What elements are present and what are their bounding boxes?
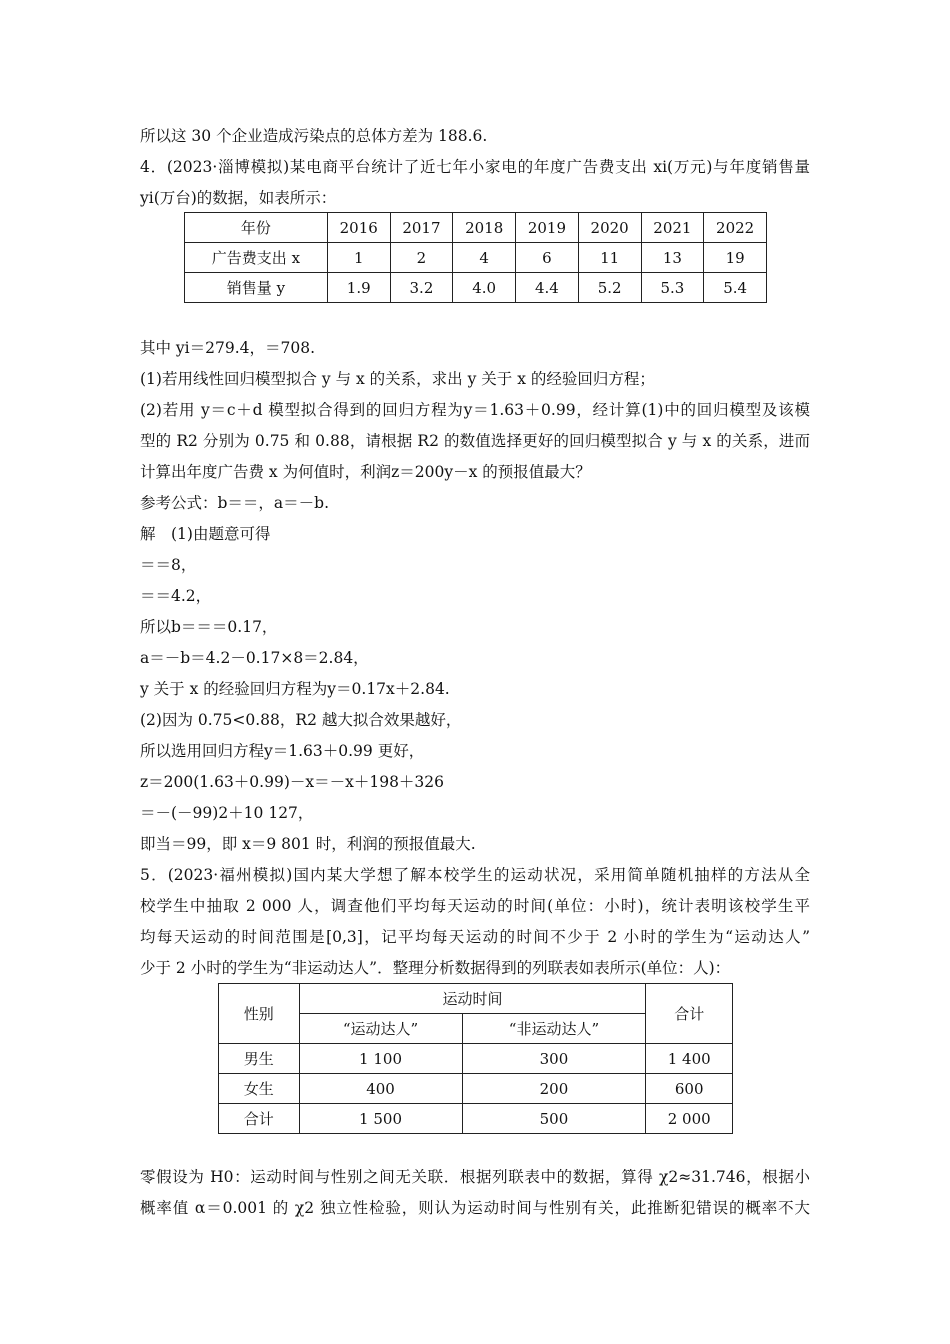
text-line: z＝200(1.63＋0.99)－x＝－x＋198＋326 [140,773,445,791]
table-cell: 性别 [219,984,300,1044]
text-line: 零假设为 H0：运动时间与性别之间无关联．根据列联表中的数据，算得 χ2≈31.746，根据小 [140,1168,810,1186]
table-cell: 5.2 [578,273,641,303]
table-cell: 4.4 [516,273,579,303]
table-cell: 2 000 [646,1104,733,1134]
table-cell: 1.9 [327,273,390,303]
table-cell: 女生 [219,1074,300,1104]
table-row [219,1074,733,1104]
table-cell: 500 [462,1104,646,1134]
table-cell: 合计 [646,984,733,1044]
table-cell: 2017 [390,213,453,243]
table-cell: 合计 [219,1104,300,1134]
text-line: 少于 2 小时的学生为“非运动达人”．整理分析数据得到的列联表如表所示(单位：人)： [140,959,731,977]
problem-4-line: 4．(2023·淄博模拟)某电商平台统计了近七年小家电的年度广告费支出 xi(万元)与年度销售量 [140,158,810,176]
table-cell: 600 [646,1074,733,1104]
table-cell: 1 100 [299,1044,462,1074]
text-line: 校学生中抽取 2 000 人，调查他们平均每天运动的时间(单位：小时)，统计表明该校学生平 [140,897,810,915]
table-cell: 1 400 [646,1044,733,1074]
text-line: ＝－(－99)2＋10 127， [140,804,314,822]
table-cell: “运动达人” [299,1014,462,1044]
table-cell: 2 [390,243,453,273]
text-line: ＝＝8， [140,556,197,574]
text-line: 所以选用回归方程y＝1.63＋0.99 更好， [140,742,425,760]
table-cell: 200 [462,1074,646,1104]
table-cell: 13 [641,243,704,273]
solution-heading: 解 (1)由题意可得 [140,525,271,543]
table-cell: “非运动达人” [462,1014,646,1044]
contingency-table [218,983,733,1134]
text-line: 所以b＝＝＝0.17， [140,618,278,636]
table-cell: 5.3 [641,273,704,303]
table-cell: 2016 [327,213,390,243]
text-line: yi(万台)的数据，如表所示： [140,189,337,207]
ad-sales-table [184,212,767,303]
table-cell: 运动时间 [299,984,646,1014]
table-cell: 销售量 y [185,273,328,303]
table-row [185,273,767,303]
table-cell: 5.4 [704,273,767,303]
text-line: 所以这 30 个企业造成污染点的总体方差为 188.6. [140,127,488,145]
table-cell: 2022 [704,213,767,243]
text-line: 计算出年度广告费 x 为何值时，利润z＝200y－x 的预报值最大？ [140,463,591,481]
reference-formula: 参考公式：b＝＝，a＝－b. [140,494,330,512]
text-line: a＝－b＝4.2－0.17×8＝2.84， [140,649,369,667]
text-line: ＝＝4.2， [140,587,212,605]
text-line: (2)若用 y＝c＋d 模型拟合得到的回归方程为y＝1.63＋0.99，经计算(1)中的回归模型及该模 [140,401,810,419]
table-cell: 2020 [578,213,641,243]
table-cell: 2021 [641,213,704,243]
table-cell: 6 [516,243,579,273]
table-row [185,243,767,273]
table-cell: 2018 [453,213,516,243]
text-line: 概率值 α＝0.001 的 χ2 独立性检验，则认为运动时间与性别有关，此推断犯错误的概率不大 [140,1199,810,1217]
table-cell: 2019 [516,213,579,243]
table-cell: 4.0 [453,273,516,303]
table-cell: 11 [578,243,641,273]
table-row [185,213,767,243]
text-line: 即当＝99，即 x＝9 801 时，利润的预报值最大. [140,835,476,853]
text-line: (1)若用线性回归模型拟合 y 与 x 的关系，求出 y 关于 x 的经验回归方程； [140,370,655,388]
table-cell: 1 [327,243,390,273]
text-line: 型的 R2 分别为 0.75 和 0.88，请根据 R2 的数值选择更好的回归模型拟合 y 与 x 的关系，进而 [140,432,810,450]
text-line: 均每天运动的时间范围是[0,3]，记平均每天运动的时间不少于 2 小时的学生为“运动达人” [140,928,810,946]
table-cell: 广告费支出 x [185,243,328,273]
text-line: y 关于 x 的经验回归方程为y＝0.17x＋2.84. [140,680,450,698]
table-cell: 男生 [219,1044,300,1074]
table-cell: 300 [462,1044,646,1074]
table-cell: 1 500 [299,1104,462,1134]
table-cell: 4 [453,243,516,273]
text-line: 其中 yi＝279.4，＝708. [140,339,316,357]
problem-5-line: 5．(2023·福州模拟)国内某大学想了解本校学生的运动状况，采用简单随机抽样的方法从全 [140,866,810,884]
table-row [219,1104,733,1134]
table-row [219,1044,733,1074]
table-row [219,984,733,1014]
table-cell: 3.2 [390,273,453,303]
table-cell: 19 [704,243,767,273]
text-line: (2)因为 0.75<0.88，R2 越大拟合效果越好， [140,711,462,729]
table-cell: 年份 [185,213,328,243]
table-cell: 400 [299,1074,462,1104]
